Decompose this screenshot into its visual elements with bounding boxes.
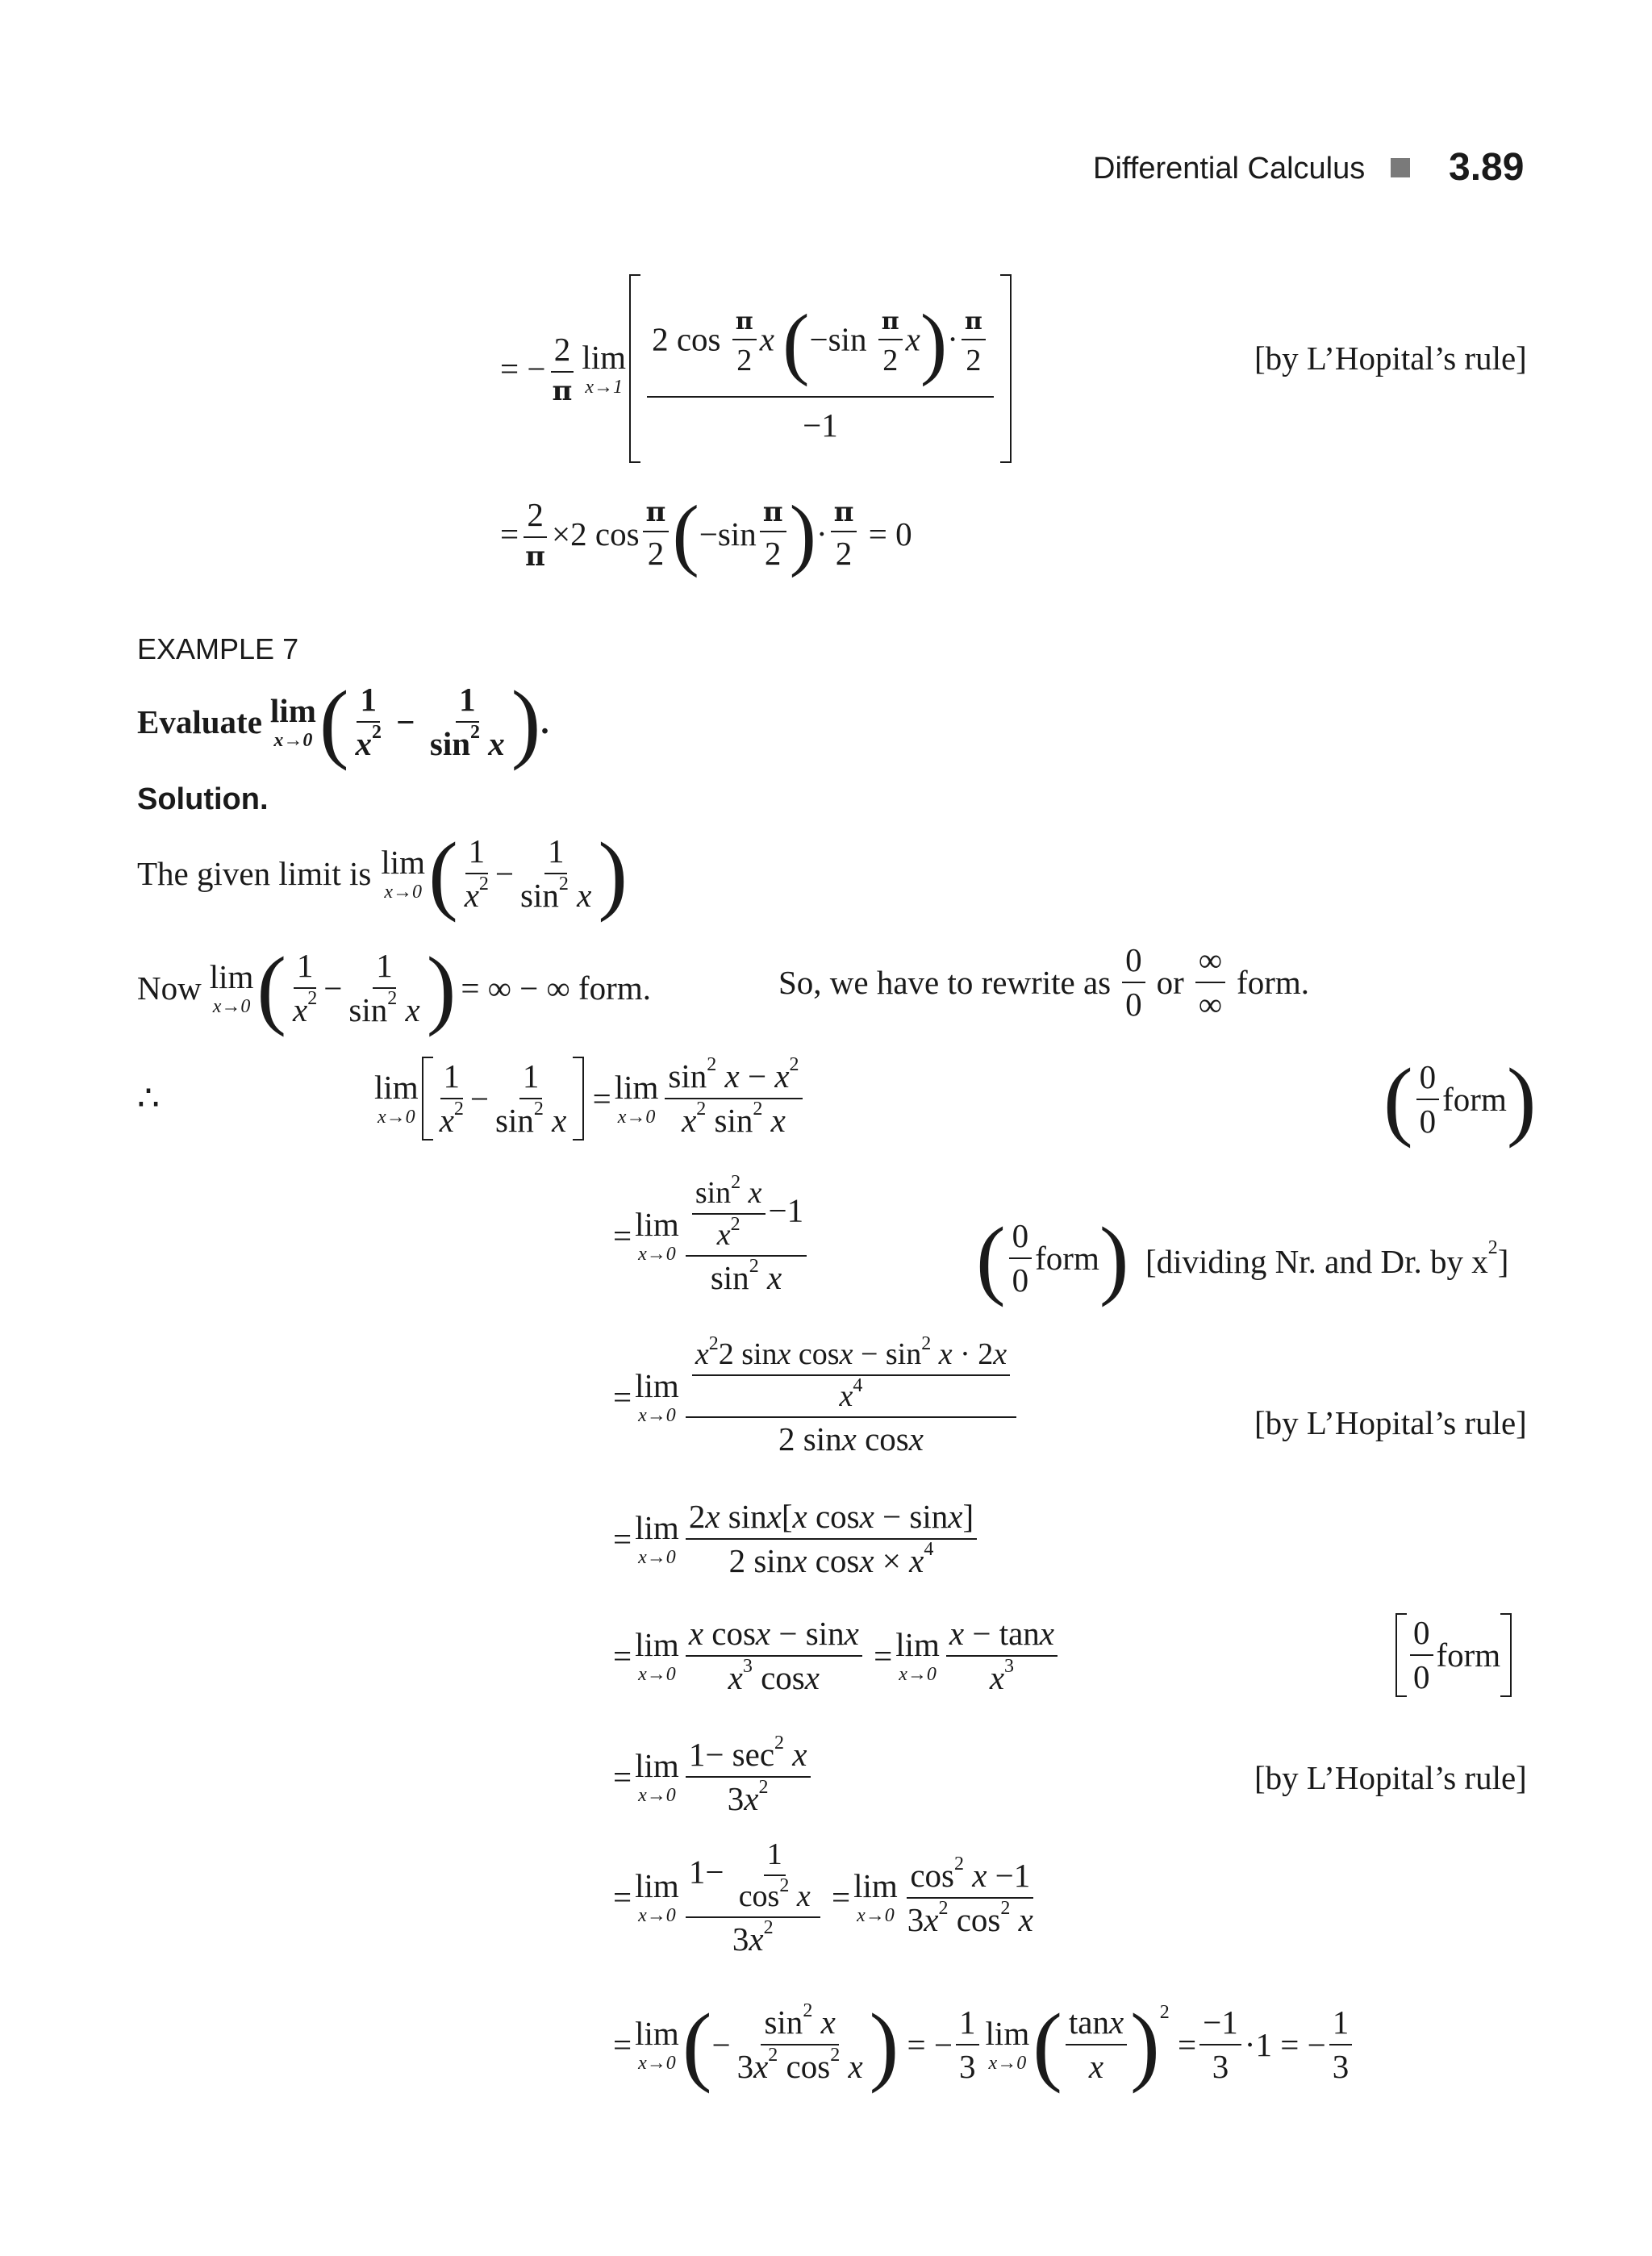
equation-line-3: lim x→0 $\frac{1}{x^2}$ − $\frac{1}{\sin^2 x}$ = lim x→0 $\frac{\sin^2 x - x^2}{x^2 \sin^2 x}$ <box>371 1057 806 1141</box>
rewrite-line: So, we have to rewrite as $\frac{0}{0}$ or $\frac{\infty}{\infty}$ form. <box>778 941 1309 1023</box>
equation-line-6: = lim x→0 $\frac{\text{2x sinx[x cosx − sinx]}}{2 \sin x \cos x \times x^4}$ <box>613 1500 980 1578</box>
running-header <box>1093 152 1365 186</box>
zero-form-note-3: $\frac{0}{0}$ form <box>1395 1613 1512 1697</box>
equation-line-9: = lim x→0 1− $\frac{1}{\cos^2 x}$ $3x^2$ = lim x→0 $\frac{\cos^2 x -1}{3x^2 \cos^2 x}$ <box>613 1837 1033 1958</box>
rewrite-text: So, we have to rewrite as <box>778 963 1112 1001</box>
zero-form-note-2: ( $\frac{0}{0}$ form ) <box>976 1209 1129 1307</box>
equation-line-5: = lim x→0 $\frac{\frac{x^22 \sin x \cos x - \sin^2 x \cdot 2x}{x^4}}{\text{2 sinx cosx}}$ <box>613 1339 1020 1456</box>
equation-line-10: = lim x→0 ( − $\frac{\sin^2 x}{3x^2 \cos^2 x}$ ) = − $\frac{1}{3}$ lim x→0 ( $\frac{\tan x}{x}$ ) $^2$ = $\frac{-1}{3}$ ·1 = − $\frac{1}{3}$ <box>613 2000 1355 2089</box>
given-limit-text: The given limit is <box>137 854 372 892</box>
given-limit-line: The given limit is lim x→0 ( $\frac{1}{x^2}$ − $\frac{1}{\sin^2 x}$ ) <box>137 824 628 923</box>
example-statement: Evaluate lim x→0 ( $\frac{1}{x^2}$ − $\frac{1}{\sin^2 x}$ ) . <box>137 673 549 771</box>
form-text: form. <box>1237 963 1309 1001</box>
lhopital-note-2: [by L’Hopital’s rule] <box>1254 1404 1527 1441</box>
inf-form-text: = ∞ − ∞ form. <box>461 969 651 1007</box>
header-square-icon <box>1391 158 1410 177</box>
equation-line-2: = $\frac{2}{\pi}$ ×2 cos $\frac{\pi}{2}$ ( −sin $\frac{\pi}{2}$ ) · $\frac{\pi}{2}$ = 0 <box>500 489 912 578</box>
now-line: Now lim x→0 ( $\frac{1}{x^2}$ − $\frac{1}{\sin^2 x}$ ) = ∞ − ∞ form. <box>137 939 651 1037</box>
equation-line-1: = − $\frac{2}{\pi}$ lim x→1 2 cos $\frac{\pi}{2}$ x (−sin $\frac{\pi}{2}$ x)· $\frac{\pi}{2}$ −1 <box>500 274 1012 463</box>
now-word: Now <box>137 969 202 1007</box>
lhopital-note-1: [by L’Hopital’s rule] <box>1254 340 1527 377</box>
therefore-symbol: ∴ <box>137 1078 160 1118</box>
equation-line-4: = lim x→0 $\frac{\sin^2 x}{x^2}$ −1 $\sin^2 x$ <box>613 1178 810 1295</box>
lhopital-note-3: [by L’Hopital’s rule] <box>1254 1759 1527 1796</box>
or-text: or <box>1156 963 1184 1001</box>
equation-line-7: = lim x→0 $\frac{\text{x cosx − sinx}}{x^3 \cos x}$ = lim x→0 $\frac{x - \tan x}{x^3}$ <box>613 1617 1061 1695</box>
equation-line-8: = lim x→0 $\frac{1- \sec^2 x}{3x^2}$ <box>613 1738 814 1816</box>
section-title: Differential Calculus <box>1093 152 1366 186</box>
page-number: 3.89 <box>1449 146 1525 189</box>
example-label: EXAMPLE 7 <box>137 632 299 665</box>
solution-label: Solution. <box>137 782 269 816</box>
dividing-note: [dividing Nr. and Dr. by $x^2$] <box>1145 1237 1509 1280</box>
evaluate-word: Evaluate <box>137 703 262 740</box>
zero-form-note-1: ( $\frac{0}{0}$ form ) <box>1383 1050 1537 1149</box>
